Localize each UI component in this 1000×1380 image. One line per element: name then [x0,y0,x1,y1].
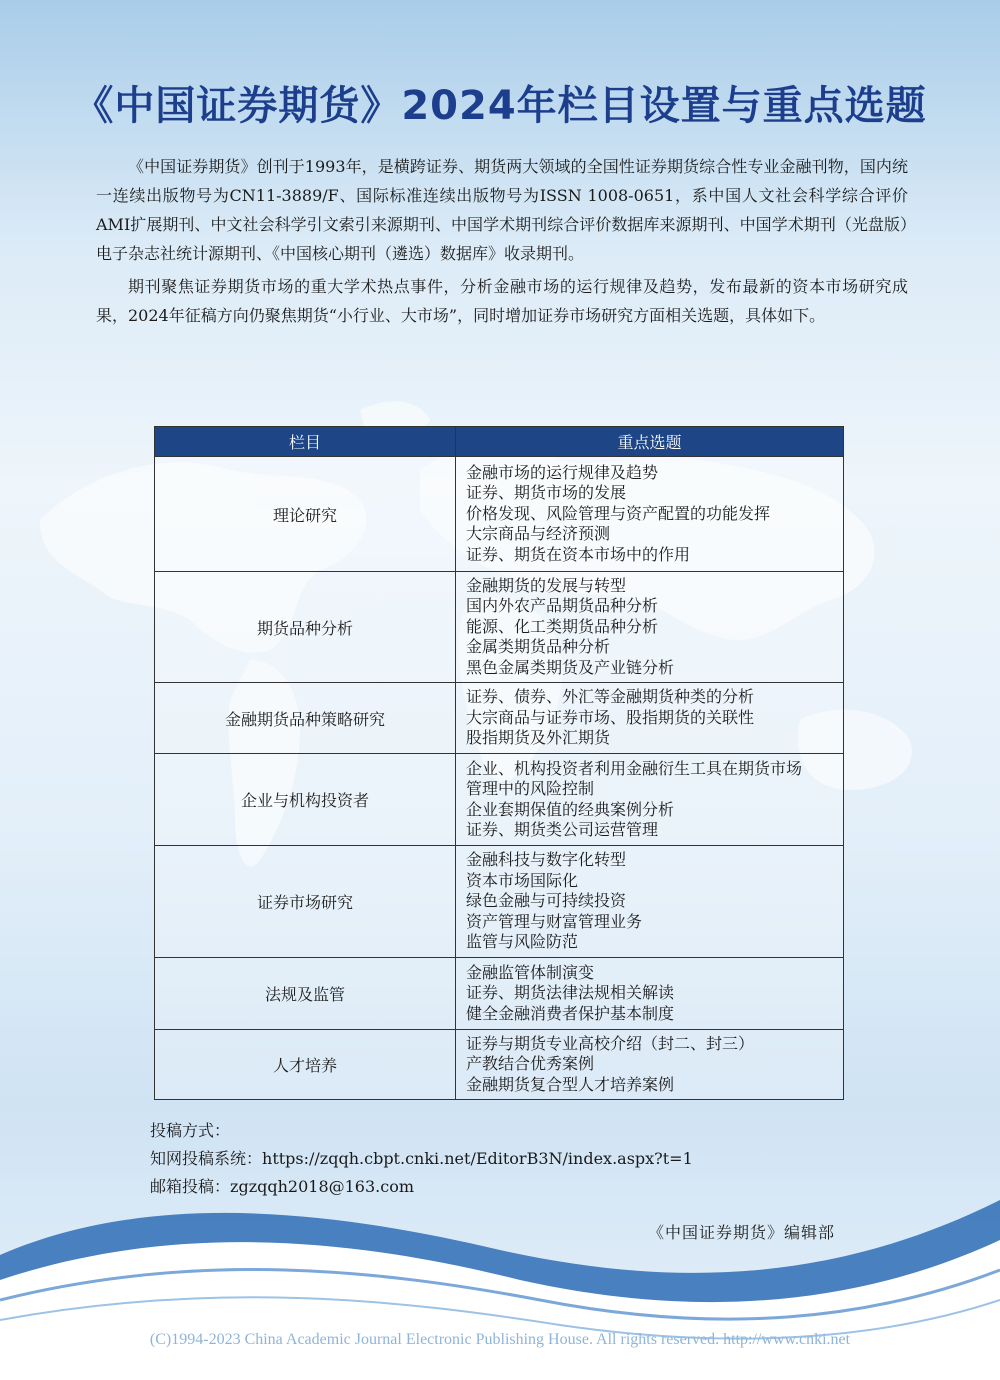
topic-item: 监管与风险防范 [466,932,579,952]
table-row [155,572,844,683]
topic-item: 金属类期货品种分析 [466,637,611,657]
topic-item: 证券、期货在资本市场中的作用 [466,544,691,564]
topic-item: 证券、期货类公司运营管理 [466,820,659,839]
topic-item: 黑色金属类期货及产业链分析 [466,657,675,677]
row-topics [456,754,844,846]
row-topics [456,958,844,1030]
topic-item: 大宗商品与经济预测 [466,524,611,544]
table-row [155,754,844,846]
intro-paragraph-2: 期刊聚焦证券期货市场的重大学术热点事件，分析金融市场的运行规律及趋势，发布最新的资本市场研究成果，2024年征稿方向仍聚焦期货“小行业、大市场”，同时增加证券市场研究方面相关选题，具体如下。 [96,277,908,325]
topic-item: 能源、化工类期货品种分析 [466,616,659,636]
row-category: 人才培养 [155,1030,456,1100]
row-category: 企业与机构投资者 [155,754,456,846]
row-category: 法规及监管 [155,958,456,1030]
topic-item: 金融期货的发展与转型 [466,575,627,595]
topic-item: 价格发现、风险管理与资产配置的功能发挥 [466,503,771,523]
topic-item: 股指期货及外汇期货 [466,728,611,748]
topic-item: 证券、期货法律法规相关解读 [466,983,675,1003]
table-row [155,457,844,572]
topic-item: 企业套期保值的经典案例分析 [466,799,675,819]
row-category: 证券市场研究 [155,846,456,958]
row-topics [456,683,844,754]
topic-item: 证券、债券、外汇等金融期货种类的分析 [466,687,755,707]
row-topics [456,457,844,572]
topics-table [154,426,844,1100]
row-category: 理论研究 [155,457,456,572]
page-title: 《中国证券期货》2024年栏目设置与重点选题 [73,83,927,129]
editorial-signature: 《中国证券期货》编辑部 [648,1223,836,1242]
topic-item: 金融市场的运行规律及趋势 [466,462,659,482]
table-row [155,958,844,1030]
table-row [155,683,844,754]
topic-item: 产教结合优秀案例 [466,1054,595,1074]
copyright-footer: (C)1994-2023 China Academic Journal Electronic Publishing House. All rights reserved. http://www.cnki.net [149,1331,851,1348]
submission-heading: 投稿方式： [150,1121,231,1140]
topic-item: 金融期货复合型人才培养案例 [466,1074,675,1094]
topic-item: 绿色金融与可持续投资 [466,891,627,911]
row-topics [456,846,844,958]
email-link[interactable]: zgzqqh2018@163.com [230,1177,415,1196]
system-url-link[interactable]: https://zqqh.cbpt.cnki.net/EditorB3N/index.aspx?t=1 [262,1149,693,1168]
table-header-row [155,427,844,457]
header-column: 栏目 [155,427,456,457]
row-category: 期货品种分析 [155,572,456,683]
topic-item: 健全金融消费者保护基本制度 [466,1003,675,1023]
topic-item: 管理中的风险控制 [466,779,595,798]
system-label: 知网投稿系统： [150,1149,263,1168]
submission-email [150,1174,693,1200]
intro [96,152,908,330]
topic-item: 金融科技与数字化转型 [466,850,627,870]
row-category: 金融期货品种策略研究 [155,683,456,754]
submission-info [150,1118,693,1202]
table-row [155,846,844,958]
email-label: 邮箱投稿： [150,1177,231,1196]
topic-item: 资产管理与财富管理业务 [466,911,643,931]
row-topics [456,1030,844,1100]
topic-item: 大宗商品与证券市场、股指期货的关联性 [466,707,755,727]
topic-item: 证券与期货专业高校介绍（封二、封三） [466,1033,755,1053]
intro-paragraph-1: 《中国证券期货》创刊于1993年，是横跨证券、期货两大领域的全国性证券期货综合性专业金融刊物，国内统一连续出版物号为CN11-3889/F、国际标准连续出版物号为ISSN 1008-0651，系中国人文社会科学综合评价AMI扩展期刊、中文社会科学引文索引来源期刊、中国学术期刊综合评价数据库来源期刊、中国学术期刊（光盘版）电子杂志社统计源期刊、《中国核心期刊（遴选）数据库》收录期刊。 [96,157,908,263]
topic-item: 国内外农产品期货品种分析 [466,596,659,616]
submission-system [150,1146,693,1172]
table-row [155,1030,844,1100]
topic-item: 资本市场国际化 [466,870,579,890]
row-topics [456,572,844,683]
header-topics: 重点选题 [456,427,844,457]
topic-item: 证券、期货市场的发展 [466,483,627,503]
topic-item: 企业、机构投资者利用金融衍生工具在期货市场 [466,758,803,778]
topic-item: 金融监管体制演变 [466,962,595,982]
